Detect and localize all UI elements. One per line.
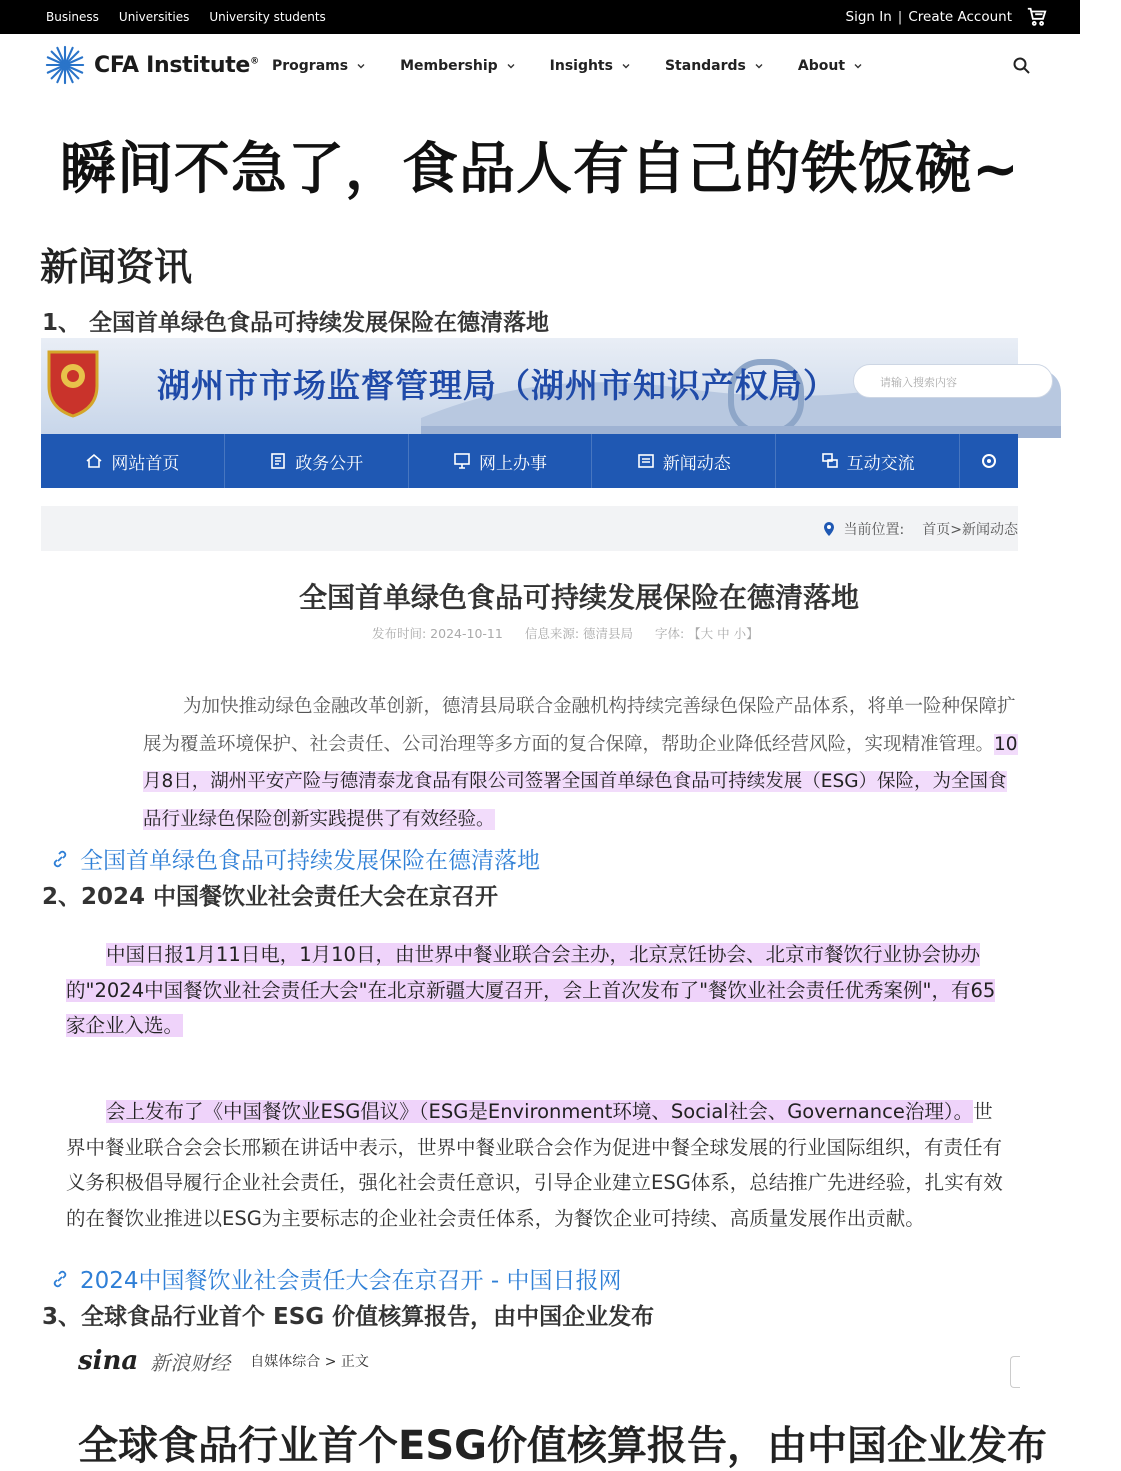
- settings-icon: [981, 453, 997, 469]
- national-emblem-icon: [45, 346, 101, 418]
- item1-title: 1、 全国首单绿色食品可持续发展保险在德清落地: [42, 310, 550, 336]
- item3-title: 3、全球食品行业首个 ESG 价值核算报告，由中国企业发布: [42, 1304, 655, 1330]
- utility-bar: [0, 0, 1080, 34]
- search-icon[interactable]: [1012, 56, 1032, 76]
- body-plain: 为加快推动绿色金融改革创新，德清县局联合金融机构持续完善绿色保险产品体系，将单一险种保障扩展为覆盖环境保护、社会责任、公司治理等多方面的复合保障，帮助企业降低经营风险，实现精准管理。: [143, 696, 1016, 755]
- font-size-toggle[interactable]: 字体: 【大 中 小】: [655, 626, 759, 641]
- sina-breadcrumb[interactable]: 自媒体综合 > 正文: [250, 1354, 369, 1370]
- hz-nav-interaction[interactable]: 互动交流: [776, 434, 960, 488]
- item2-title: 2、2024 中国餐饮业社会责任大会在京召开: [42, 884, 499, 910]
- breadcrumb-label: 当前位置:: [843, 522, 905, 538]
- article-meta: [372, 624, 777, 642]
- location-pin-icon: [822, 521, 836, 537]
- cart-icon[interactable]: [1026, 6, 1048, 28]
- side-tab: [1010, 1356, 1020, 1388]
- huzhou-search-input[interactable]: 请输入搜索内容: [853, 364, 1053, 398]
- huzhou-site-banner: [41, 338, 1018, 434]
- university-students-link[interactable]: University students: [209, 10, 326, 24]
- sina-header: [78, 1346, 369, 1376]
- hz-nav-gov-affairs[interactable]: 政务公开: [225, 434, 409, 488]
- create-account-link[interactable]: Create Account: [908, 9, 1012, 25]
- universities-link[interactable]: Universities: [118, 10, 190, 24]
- chevron-down-icon: [621, 61, 631, 71]
- item2-link[interactable]: 2024中国餐饮业社会责任大会在京召开 - 中国日报网: [50, 1262, 621, 1295]
- cfa-logo[interactable]: [44, 44, 259, 86]
- hz-nav-news[interactable]: 新闻动态: [592, 434, 776, 488]
- sina-finance-label: 新浪财经: [150, 1350, 231, 1375]
- news-icon: [637, 452, 655, 470]
- hz-nav-online-services[interactable]: 网上办事: [409, 434, 593, 488]
- business-link[interactable]: Business: [46, 10, 99, 24]
- huzhou-site-title: 湖州市市场监督管理局（湖州市知识产权局）: [157, 366, 837, 405]
- sina-logo[interactable]: sina: [78, 1346, 139, 1376]
- primary-menu: [272, 34, 897, 98]
- item3-article-title: 全球食品行业首个ESG价值核算报告，由中国企业发布: [78, 1423, 1047, 1469]
- chat-icon: [821, 452, 839, 470]
- account-links: [846, 0, 1049, 34]
- nav-programs[interactable]: Programs: [272, 58, 366, 74]
- item2-para1: 中国日报1月11日电，1月10日，由世界中餐业联合会主办，北京烹饪协会、北京市餐饮行业协会协办的"2024中国餐饮业社会责任大会"在北京新疆大厦召开，会上首次发布了"餐饮业社会责任优秀案例"，有65家企业入选。: [66, 943, 996, 1037]
- nav-standards[interactable]: Standards: [665, 58, 764, 74]
- chevron-down-icon: [506, 61, 516, 71]
- section-title: 新闻资讯: [40, 245, 193, 289]
- nav-insights[interactable]: Insights: [550, 58, 631, 74]
- audience-links: [46, 0, 326, 34]
- page-headline: 瞬间不急了，食品人有自己的铁饭碗~: [60, 137, 1020, 202]
- breadcrumb-path[interactable]: 首页>新闻动态: [922, 522, 1018, 538]
- chevron-down-icon: [356, 61, 366, 71]
- chevron-down-icon: [754, 61, 764, 71]
- home-icon: [85, 452, 103, 470]
- article-body: [143, 688, 1019, 838]
- logo-text: CFA Institute®: [94, 52, 259, 78]
- breadcrumb: [822, 519, 1018, 539]
- nav-membership[interactable]: Membership: [400, 58, 516, 74]
- monitor-icon: [453, 452, 471, 470]
- hz-nav-more[interactable]: [960, 434, 1018, 488]
- link-icon: [50, 849, 70, 869]
- info-source: 信息来源: 德清县局: [524, 626, 634, 641]
- chevron-down-icon: [853, 61, 863, 71]
- item2-para2: 会上发布了《中国餐饮业ESG倡议》（ESG是Environment环境、Social社会、Governance治理）。世界中餐业联合会会长邢颖在讲话中表示，世界中餐业联合会作为促进中餐全球发展的行业国际组织，有责任有义务积极倡导履行企业社会责任，强化社会责任意识，引导企业建立ESG体系，总结推广先进经验，扎实有效的在餐饮业推进以ESG为主要标志的企业社会责任体系，为餐饮企业可持续、高质量发展作出贡献。: [66, 1100, 1003, 1230]
- huzhou-breadcrumb-bar: [41, 506, 1018, 551]
- main-nav: [0, 34, 1080, 98]
- cfa-globe-icon: [44, 44, 86, 86]
- article-title: 全国首单绿色食品可持续发展保险在德清落地: [299, 581, 860, 614]
- hz-nav-home[interactable]: 网站首页: [41, 434, 225, 488]
- item1-link[interactable]: 全国首单绿色食品可持续发展保险在德清落地: [50, 842, 540, 875]
- huzhou-nav: [41, 434, 1018, 488]
- sign-in-link[interactable]: Sign In: [845, 9, 892, 25]
- nav-about[interactable]: About: [798, 58, 863, 74]
- document-icon: [269, 452, 287, 470]
- separator: |: [897, 9, 903, 25]
- link-icon: [50, 1269, 70, 1289]
- body-highlight: 10月8日，湖州平安产险与德清泰龙食品有限公司签署全国首单绿色食品可持续发展（ESG）保险，为全国食品行业绿色保险创新实践提供了有效经验。: [143, 733, 1018, 830]
- publish-date: 发布时间: 2024-10-11: [372, 626, 503, 641]
